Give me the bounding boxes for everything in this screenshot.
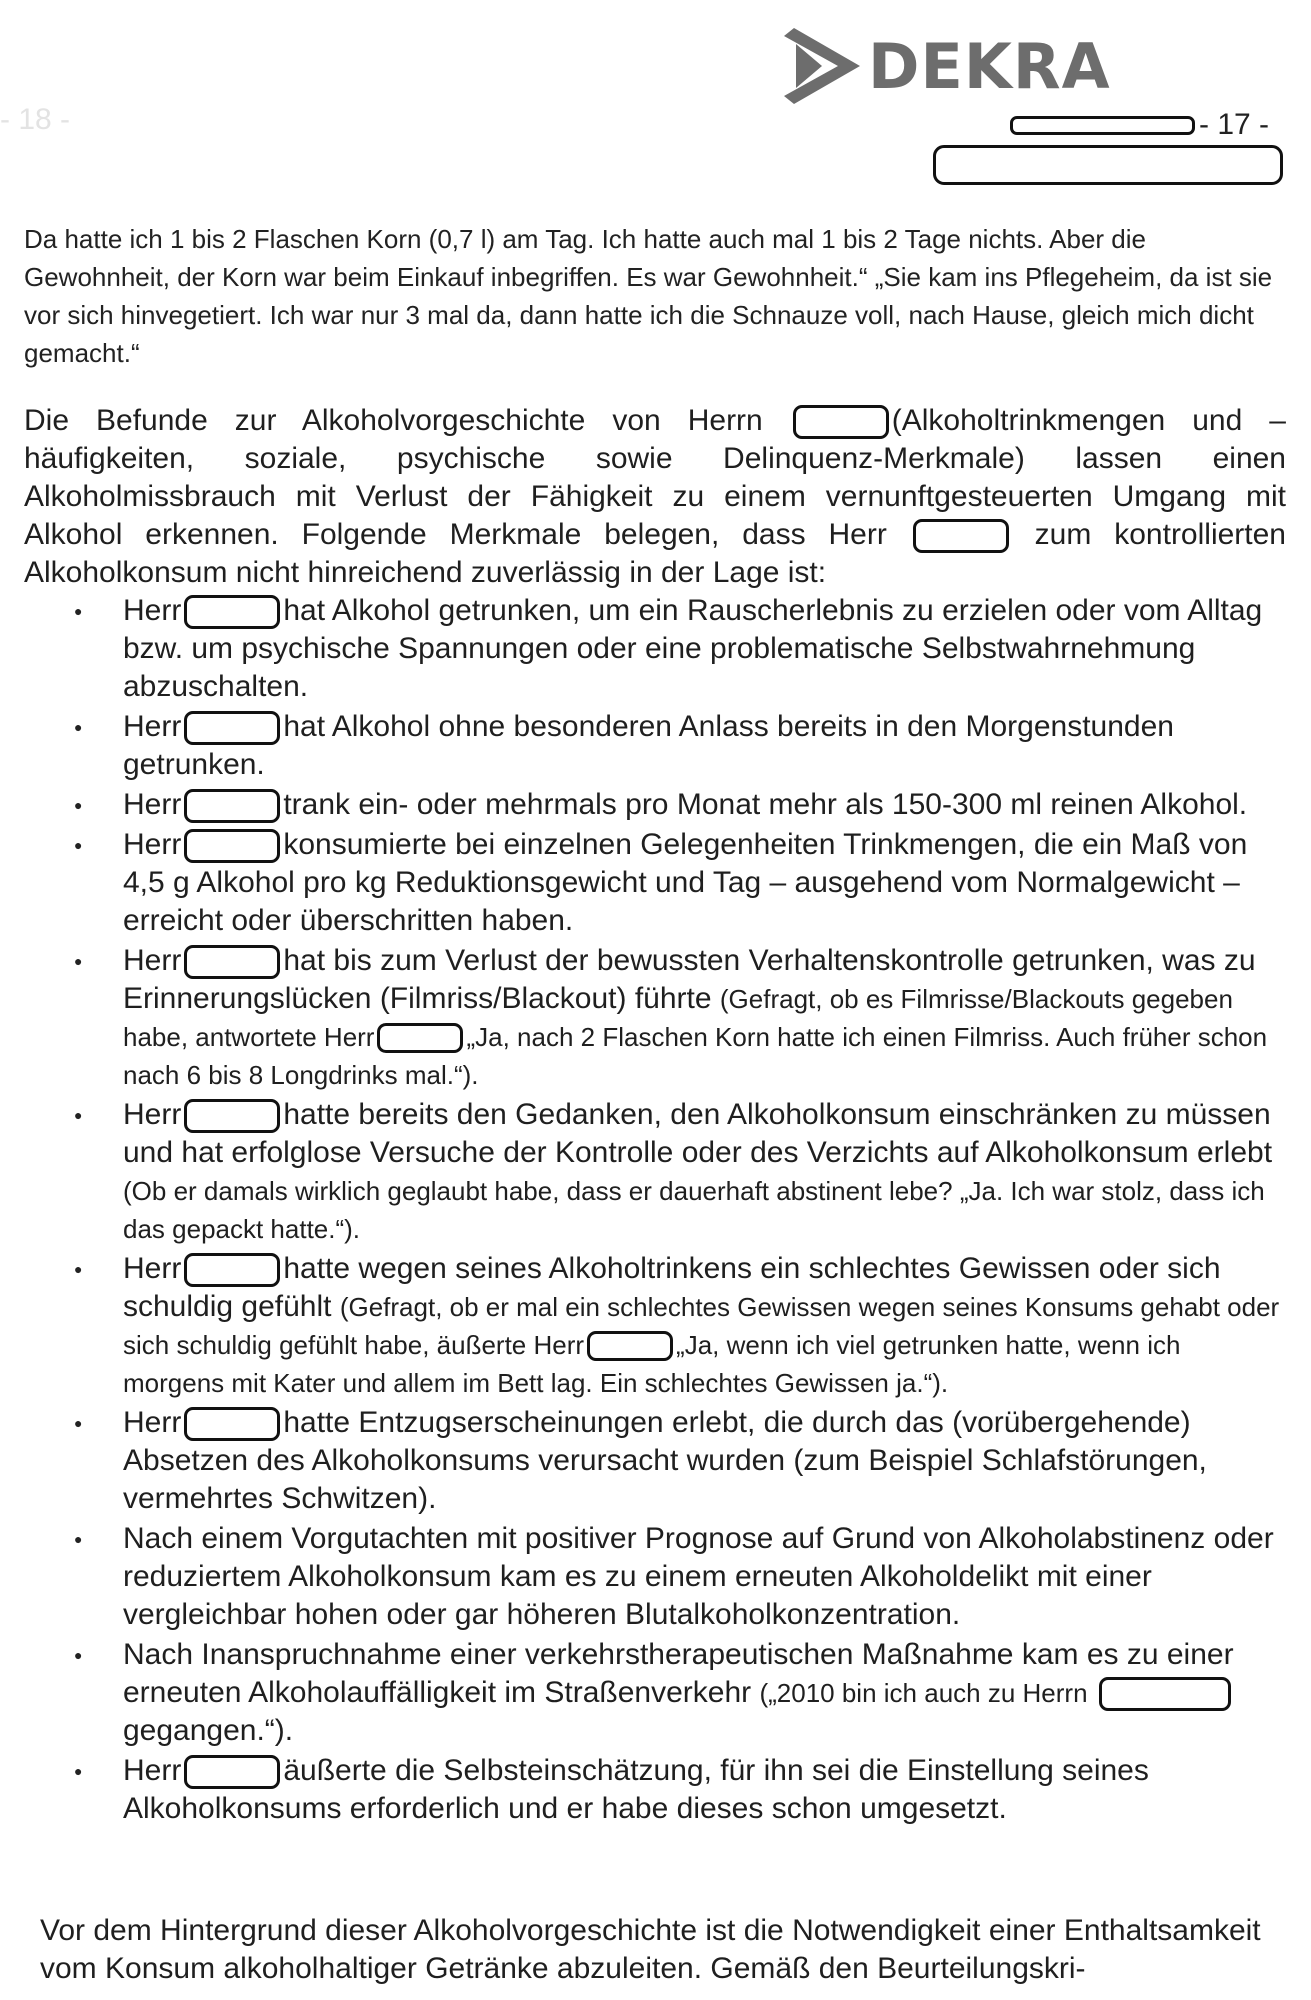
dekra-logo xyxy=(776,24,1111,108)
list-item xyxy=(60,1250,1288,1402)
text: hat bis zum Verlust der bewussten Verhaltenskontrolle getrunken, was zu Erinnerungslücken (Filmriss/Blackout) führte xyxy=(123,944,1256,1015)
logo-text: DEKRA xyxy=(868,29,1111,103)
redaction-box xyxy=(184,945,280,979)
text: (Ob er damals wirklich geglaubt habe, dass er dauerhaft abstinent lebe? „Ja. Ich war stolz, dass ich das gepackt hatte.“). xyxy=(123,1176,1265,1244)
quote-paragraph: Da hatte ich 1 bis 2 Flaschen Korn (0,7 l) am Tag. Ich hatte auch mal 1 bis 2 Tage nichts. Aber die Gewohnheit, der Korn war beim Einkauf inbegriffen. Es war Gewohnheit.“ „Sie kam ins Pflegeheim, da ist sie vor sich hinvegetiert. Ich war nur 3 mal da, dann hatte ich die Schnauze voll, nach Hause, gleich mich dicht gemacht.“ xyxy=(24,224,1273,368)
text: („2010 bin ich auch zu Herrn xyxy=(759,1678,1088,1708)
redaction-box xyxy=(793,405,889,439)
redaction-box xyxy=(184,1755,280,1789)
redaction-box xyxy=(1010,116,1195,135)
redaction-box xyxy=(184,1099,280,1133)
text: Die Befunde zur Alkoholvorgeschichte von Herrn xyxy=(24,404,763,437)
text: Herr xyxy=(123,1754,182,1787)
list-item xyxy=(60,1096,1288,1248)
redaction-box xyxy=(184,1407,280,1441)
findings-paragraph xyxy=(24,402,1286,592)
text: konsumierte bei einzelnen Gelegenheiten Trinkmengen, die ein Maß von 4,5 g Alkohol pro kg Reduktionsgewicht und Tag – ausgehend vom Normalgewicht – erreicht oder überschritten haben. xyxy=(123,828,1248,937)
list-item xyxy=(60,708,1288,784)
text: hatte bereits den Gedanken, den Alkoholkonsum einschränken zu müssen und hat erfolglose Versuche der Kontrolle oder des Verzichts auf Alkoholkonsum erlebt xyxy=(123,1098,1273,1169)
text: (Gefragt, ob er mal ein schlechtes Gewissen wegen seines Konsums gehabt oder sich schuldig gefühlt habe, äußerte Herr xyxy=(123,1292,1280,1360)
redaction-box xyxy=(184,829,280,863)
list-item xyxy=(60,1404,1288,1518)
list-item xyxy=(60,826,1288,940)
text: äußerte die Selbsteinschätzung, für ihn sei die Einstellung seines Alkoholkonsums erforderlich und er habe dieses schon umgesetzt. xyxy=(123,1754,1149,1825)
bleed-through-text: - 18 - xyxy=(0,103,71,136)
text: Herr xyxy=(123,944,182,977)
text: „Ja, wenn ich viel getrunken hatte, wenn ich morgens mit Kater und allem im Bett lag. Ein schlechtes Gewissen ja.“). xyxy=(123,1330,1181,1398)
list-item xyxy=(60,1752,1288,1828)
list-item xyxy=(60,592,1288,706)
text: hatte wegen seines Alkoholtrinkens ein schlechtes Gewissen oder sich schuldig gefühlt xyxy=(123,1252,1221,1323)
text: Herr xyxy=(123,1252,182,1285)
text: Herr xyxy=(123,1098,182,1131)
text: (Alkoholtrinkmengen und –häufigkeiten, soziale, psychische sowie Delinquenz-Merkmale) lassen einen Alkoholmissbrauch mit Verlust der Fähigkeit zu einem vernunftgesteuerten Umgang mit Alkohol erkennen. Folgende Merkmale belegen, dass Herr xyxy=(24,404,1286,551)
dekra-arrow-icon xyxy=(776,24,864,108)
list-item xyxy=(60,942,1288,1094)
text: Herr xyxy=(123,828,182,861)
text: gegangen.“). xyxy=(123,1714,294,1747)
list-item xyxy=(60,786,1288,824)
text: hatte Entzugserscheinungen erlebt, die durch das (vorübergehende) Absetzen des Alkoholkonsums verursacht wurden (zum Beispiel Schlafstörungen, vermehrtes Schwitzen). xyxy=(123,1406,1207,1515)
redaction-box xyxy=(587,1331,673,1361)
redaction-box xyxy=(377,1023,463,1053)
text: zum kontrollierten Alkoholkonsum nicht hinreichend zuverlässig in der Lage ist: xyxy=(24,518,1286,589)
text: Herr xyxy=(123,788,182,821)
redaction-box xyxy=(913,519,1009,553)
redaction-box xyxy=(933,145,1283,185)
redaction-box xyxy=(184,595,280,629)
text: Herr xyxy=(123,594,182,627)
redaction-box xyxy=(1099,1677,1231,1711)
text: trank ein- oder mehrmals pro Monat mehr als 150-300 ml reinen Alkohol. xyxy=(283,788,1248,821)
redaction-box xyxy=(184,1253,280,1287)
list-item xyxy=(60,1520,1288,1634)
text: Nach einem Vorgutachten mit positiver Prognose auf Grund von Alkoholabstinenz oder reduziertem Alkoholkonsum kam es zu einem erneuten Alkoholdelikt mit einer vergleichbar hohen oder gar höheren Blutalkoholkonzentration. xyxy=(123,1522,1274,1631)
redaction-box xyxy=(184,711,280,745)
text: hat Alkohol getrunken, um ein Rauscherlebnis zu erzielen oder vom Alltag bzw. um psychische Spannungen oder eine problematische Selbstwahrnehmung abzuschalten. xyxy=(123,594,1263,703)
text: Nach Inanspruchnahme einer verkehrstherapeutischen Maßnahme kam es zu einer erneuten Alkoholauffälligkeit im Straßenverkehr xyxy=(123,1638,1234,1709)
text: „Ja, nach 2 Flaschen Korn hatte ich einen Filmriss. Auch früher schon nach 6 bis 8 Longdrinks mal.“). xyxy=(123,1022,1268,1090)
redaction-box xyxy=(184,789,280,823)
text: Herr xyxy=(123,1406,182,1439)
criteria-list xyxy=(60,592,1288,1830)
text: hat Alkohol ohne besonderen Anlass bereits in den Morgenstunden getrunken. xyxy=(123,710,1174,781)
list-item xyxy=(60,1636,1288,1750)
page-number: - 17 - xyxy=(1199,108,1270,141)
conclusion-paragraph: Vor dem Hintergrund dieser Alkoholvorgeschichte ist die Notwendigkeit einer Enthaltsamkeit vom Konsum alkoholhaltiger Getränke abzuleiten. Gemäß den Beurteilungskri- xyxy=(40,1914,1261,1985)
text: (Gefragt, ob es Filmrisse/Blackouts gegeben habe, antwortete Herr xyxy=(123,984,1233,1052)
text: Herr xyxy=(123,710,182,743)
